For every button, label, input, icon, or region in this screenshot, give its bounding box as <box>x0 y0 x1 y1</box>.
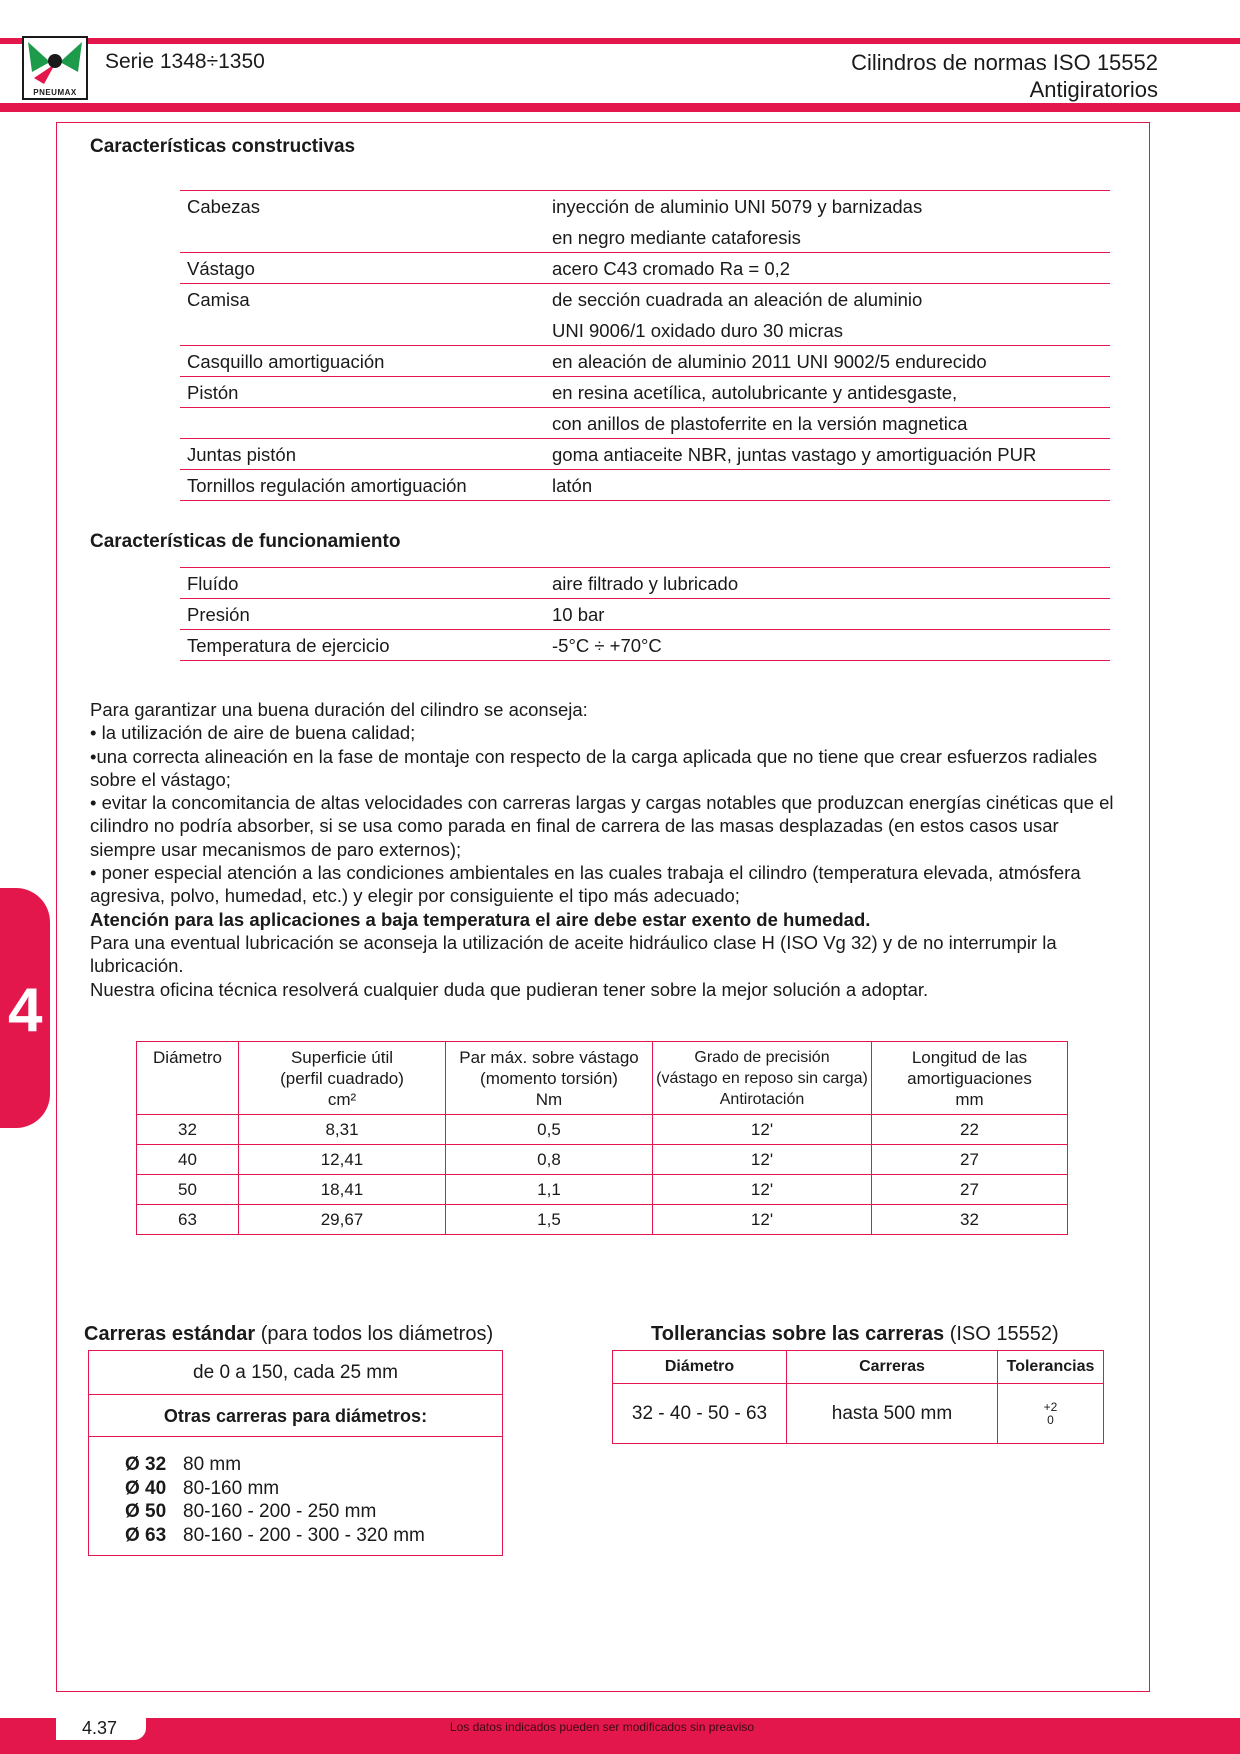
table-cell: hasta 500 mm <box>787 1384 998 1444</box>
spec-label: Pistón <box>180 377 545 408</box>
constructive-table <box>180 190 1110 501</box>
advice-lubrication: Para una eventual lubricación se aconseja la utilización de aceite hidráulico clase H (ISO Vg 32) y de no interrumpir la lubricación. <box>90 931 1057 977</box>
table-cell: 32 - 40 - 50 - 63 <box>613 1384 787 1444</box>
page-title: Cilindros de normas ISO 15552 <box>851 50 1158 75</box>
list-item: Ø 40 80-160 mm <box>125 1477 280 1499</box>
table-cell: 29,67 <box>239 1205 446 1235</box>
diameter-data-table <box>136 1041 1068 1235</box>
spec-label: Juntas pistón <box>180 439 545 470</box>
table-row <box>180 599 1110 630</box>
standard-strokes: de 0 a 150, cada 25 mm <box>89 1351 502 1395</box>
table-cell: 63 <box>137 1205 239 1235</box>
header-top-line <box>0 38 1240 44</box>
table-header-row <box>613 1351 1104 1384</box>
advice-bullet: • poner especial atención a las condiciones ambientales en las cuales trabaja el cilindro (temperatura elevada, atmósfera agresiva, polvo, humedad, etc.) y elegir por consiguiente el tipo más adecuado; <box>90 862 1081 907</box>
footer-note: Los datos indicados pueden ser modificados sin preaviso <box>449 1720 755 1734</box>
spec-label <box>180 222 545 253</box>
table-cell: 22 <box>872 1115 1068 1145</box>
table-row <box>137 1145 1068 1175</box>
spec-label: Temperatura de ejercicio <box>180 630 545 661</box>
table-cell: 27 <box>872 1175 1068 1205</box>
table-row <box>180 284 1110 315</box>
table-cell: +2 0 <box>998 1384 1104 1444</box>
spec-label: Presión <box>180 599 545 630</box>
logo-text: PNEUMAX <box>33 88 77 97</box>
table-header-row <box>137 1042 1068 1115</box>
advice-bullet: •una correcta alineación en la fase de montaje con respecto de la carga aplicada que no tiene que crear esfuerzos radiales sobre el vástago; <box>90 745 1098 790</box>
spec-label: Fluído <box>180 568 545 599</box>
table-row <box>180 253 1110 284</box>
spec-value: 10 bar <box>545 599 1110 630</box>
spec-label: Cabezas <box>180 191 545 222</box>
operating-title: Características de funcionamiento <box>90 531 401 552</box>
spec-label: Camisa <box>180 284 545 315</box>
list-item: Ø 50 80-160 - 200 - 250 mm <box>125 1501 377 1522</box>
spec-value: UNI 9006/1 oxidado duro 30 micras <box>552 319 844 341</box>
advice-bullet: • evitar la concomitancia de altas velocidades con carreras largas y cargas notables que produzcan energías cinéticas que el cilindro no podría absorber, si se usa como parada en final de carrera de las masas desplazadas (en estos casos usar siempre usar mecanismos de paro externos); <box>90 792 1114 860</box>
logo-mark-icon <box>24 38 86 88</box>
spec-value: -5°C ÷ +70°C <box>545 630 1110 661</box>
table-cell: 40 <box>137 1145 239 1175</box>
advice-text <box>90 698 1120 1001</box>
table-row <box>180 439 1110 470</box>
table-cell: 50 <box>137 1175 239 1205</box>
operating-table <box>180 567 1110 661</box>
table-row <box>180 377 1110 408</box>
table-row <box>180 470 1110 501</box>
column-header: Par máx. sobre vástago (momento torsión) Nm <box>446 1042 653 1115</box>
table-row <box>180 222 1110 253</box>
table-row <box>180 191 1110 222</box>
spec-value: en aleación de aluminio 2011 UNI 9002/5 endurecido <box>545 346 1110 377</box>
table-cell: 12,41 <box>239 1145 446 1175</box>
column-header: Superficie útil (perfil cuadrado) cm² <box>239 1042 446 1115</box>
table-cell: 18,41 <box>239 1175 446 1205</box>
table-cell: 12' <box>653 1115 872 1145</box>
other-strokes-title: Otras carreras para diámetros: <box>89 1395 502 1437</box>
section-tab-number: 4 <box>8 976 43 1045</box>
spec-value: inyección de aluminio UNI 5079 y barnizadas <box>545 191 1110 222</box>
pneumax-logo <box>22 36 88 100</box>
table-cell: 12' <box>653 1205 872 1235</box>
spec-value: aire filtrado y lubricado <box>545 568 1110 599</box>
table-row <box>137 1205 1068 1235</box>
table-cell: 32 <box>872 1205 1068 1235</box>
list-item: Ø 32 80 mm <box>125 1454 242 1475</box>
table-cell: 0,5 <box>446 1115 653 1145</box>
advice-office: Nuestra oficina técnica resolverá cualquier duda que pudieran tener sobre la mejor solución a adoptar. <box>90 978 929 1000</box>
column-header: Diámetro <box>613 1351 787 1384</box>
page-subtitle: Antigiratorios <box>1029 77 1158 102</box>
table-cell: 32 <box>137 1115 239 1145</box>
spec-value: de sección cuadrada an aleación de aluminio <box>545 284 1110 315</box>
spec-value: latón <box>545 470 1110 501</box>
constructive-title: Características constructivas <box>90 136 356 157</box>
strokes-title: Carreras estándar (para todos los diámetros) <box>84 1323 494 1345</box>
spec-value: acero C43 cromado Ra = 0,2 <box>545 253 1110 284</box>
strokes-box <box>88 1350 503 1556</box>
table-row <box>180 630 1110 661</box>
list-item: Ø 63 80-160 - 200 - 300 - 320 mm <box>125 1524 425 1546</box>
table-row <box>613 1384 1104 1444</box>
page-number: 4.37 <box>56 1716 146 1740</box>
spec-value: con anillos de plastoferrite en la versión magnetica <box>545 408 1110 439</box>
column-header: Grado de precisión (vástago en reposo sin carga) Antirotación <box>653 1042 872 1115</box>
column-header: Diámetro <box>137 1042 239 1115</box>
table-cell: 8,31 <box>239 1115 446 1145</box>
tolerances-table <box>612 1350 1104 1444</box>
column-header: Longitud de las amortiguaciones mm <box>872 1042 1068 1115</box>
table-cell: 12' <box>653 1145 872 1175</box>
table-cell: 1,5 <box>446 1205 653 1235</box>
table-row <box>180 568 1110 599</box>
tolerances-title: Tollerancias sobre las carreras (ISO 15552) <box>651 1323 1059 1345</box>
other-strokes-list <box>125 1453 425 1547</box>
table-row <box>180 408 1110 439</box>
column-header: Tolerancias <box>998 1351 1104 1384</box>
table-cell: 27 <box>872 1145 1068 1175</box>
advice-warning: Atención para las aplicaciones a baja temperatura el aire debe estar exento de humedad. <box>90 908 871 930</box>
series-label: Serie 1348÷1350 <box>105 50 265 73</box>
table-row <box>137 1175 1068 1205</box>
column-header: Carreras <box>787 1351 998 1384</box>
header-bottom-line <box>0 103 1240 112</box>
spec-value: goma antiaceite NBR, juntas vastago y amortiguación PUR <box>545 439 1110 470</box>
advice-intro: Para garantizar una buena duración del cilindro se aconseja: <box>90 699 588 720</box>
spec-label: Casquillo amortiguación <box>180 346 545 377</box>
table-cell: 1,1 <box>446 1175 653 1205</box>
table-row <box>137 1115 1068 1145</box>
table-row <box>180 346 1110 377</box>
table-row <box>180 315 1110 346</box>
spec-value: en resina acetílica, autolubricante y antidesgaste, <box>545 377 1110 408</box>
spec-value: en negro mediante cataforesis <box>552 226 801 248</box>
table-cell: 0,8 <box>446 1145 653 1175</box>
spec-label <box>180 315 545 346</box>
spec-label <box>180 408 545 439</box>
table-cell: 12' <box>653 1175 872 1205</box>
spec-label: Tornillos regulación amortiguación <box>180 470 545 501</box>
spec-label: Vástago <box>180 253 545 284</box>
advice-bullet: • la utilización de aire de buena calidad; <box>90 722 416 744</box>
